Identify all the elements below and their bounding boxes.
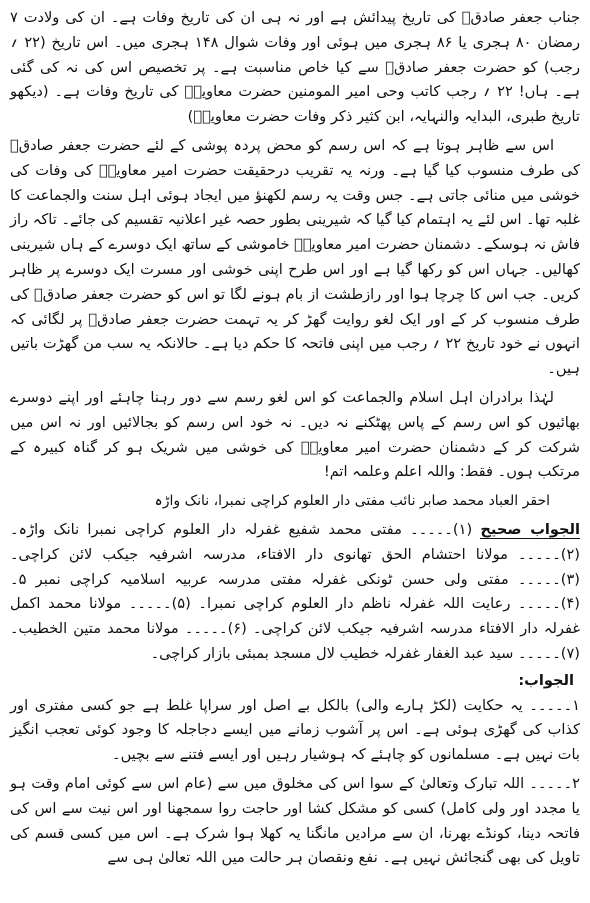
endorsements-list: (۱)۔۔۔۔۔ مفتی محمد شفیع غفرلہ دار العلوم کراچی نمبرا نانک واڑہ۔ (۲)۔۔۔۔۔ مولانا احتشام الحق تھانوی دار الافتاء، مدرسہ اشرفیہ جیکب لائن کراچی۔ (۳)۔۔۔۔۔ مفتی ولی حسن ٹونکی غفرلہ مفتی مدرسہ عربیہ اسلامیہ کراچی نمبر ۵۔ (۴)۔۔۔۔۔ رعایت اللہ غفرلہ ناظم دار العلوم کراچی نمبرا۔ (۵)۔۔۔۔۔ مولانا محمد اکمل غفرلہ دار الافتاء مدرسہ اشرفیہ جیکب لائن کراچی۔ (۶)۔۔۔۔۔ مولانا محمد متین الخطیب۔ (۷)۔۔۔۔۔ سید عبد الغفار غفرلہ خطیب لال مسجد بمبئی بازار کراچی۔ bbox=[10, 520, 580, 662]
endorsements-block bbox=[10, 518, 580, 667]
answer-1-text: یہ حکایت (لکڑ ہارے والی) بالکل بے اصل اور سراپا غلط ہے جو کسی مفتری اور کذاب کی گھڑی ہوئی ہے۔ اس پر آشوب زمانے میں ایسے دجاجلہ کا وجود کوئی تعجب انگیز بات نہیں ہے۔ مسلمانوں کو چاہئے کہ ہوشیار رہیں اور ایسے فتنے سے بچیں۔ bbox=[10, 696, 580, 764]
jawab-heading: الجواب: bbox=[518, 671, 574, 689]
answer-2 bbox=[10, 772, 580, 871]
document-page bbox=[10, 6, 580, 899]
answer-2-text: اللہ تبارک وتعالیٰ کے سوا اس کی مخلوق میں سے (عام اس سے کوئی امام وقت ہو یا مجدد اور ولی کامل) کسی کو مشکل کشا اور حاجت روا سمجھنا اور اس نیت سے اس کی فاتحہ دینا، کونڈے بھرنا، ان سے مرادیں مانگنا یہ کھلا ہوا شرک ہے۔ اس میں کسی قسم کی تاویل کی بھی گنجائش نہیں ہے۔ نفع ونقصان ہر حالت میں اللہ تعالیٰ ہی سے bbox=[10, 774, 580, 867]
answer-1 bbox=[10, 694, 580, 768]
jawab-sahih-title: الجواب صحیح bbox=[480, 520, 581, 538]
paragraph-origin-of-custom: اس سے ظاہر ہوتا ہے کہ اس رسم کو محض پردہ پوشی کے لئے حضرت جعفر صادقؒ کی طرف منسوب کیا گیا ہے۔ ورنہ یہ تقریب درحقیقت حضرت امیر معاویہؓ کی وفات کی خوشی میں منائی جاتی ہے۔ جس وقت یہ رسم لکھنؤ میں ایجاد ہوئی اہل سنت والجماعت کا غلبہ تھا۔ اس لئے یہ اہتمام کیا گیا کہ شیرینی بطور حصہ غیر اعلانیہ تقسیم کی جائے۔ تاکہ راز فاش نہ ہوسکے۔ دشمنان حضرت امیر معاویہؓ خاموشی کے ساتھ ایک دوسرے کے ہاں شیرینی کھالیں۔ جہاں اس کو رکھا گیا ہے اور اس طرح اپنی خوشی اور مسرت ایک دوسرے پر ظاہر کریں۔ جب اس کا چرچا ہوا اور رازطشت از بام ہونے لگا تو اس کو حضرت جعفر صادقؒ کی طرف منسوب کر کے اور ایک لغو روایت گھڑ کر یہ تہمت حضرت جعفر صادقؒ پر لگائی کہ انہوں نے خود تاریخ ۲۲ ؍ رجب میں اپنی فاتحہ کا حکم دیا ہے۔ حالانکہ یہ سب من گھڑت باتیں ہیں۔ bbox=[10, 136, 580, 378]
answer-1-number: ۱۔۔۔۔۔ bbox=[529, 696, 580, 714]
mufti-signature: احقر العباد محمد صابر نائب مفتی دار العلوم کراچی نمبرا، نانک واڑہ bbox=[154, 493, 550, 510]
answer-2-number: ۲۔۔۔۔۔ bbox=[529, 774, 581, 792]
paragraph-date-of-death: جناب جعفر صادقؒ کی تاریخ پیدائش ہے اور نہ ہی ان کی تاریخ وفات ہے۔ ان کی ولادت ۷ رمضان ۸۰ ہجری یا ۸۶ ہجری میں ہوئی اور وفات شوال ۱۴۸ ہجری میں۔ اس تاریخ (۲۲ ؍ رجب) کو حضرت جعفر صادقؒ سے کیا خاص مناسبت ہے۔ پر تخصیص اس کی نہ کی گئی ہے۔ ہاں! ۲۲ ؍ رجب کاتب وحی امیر المومنین حضرت معاویہؓ کی تاریخ وفات ہے۔ (دیکھو تاریخ طبری، البدایہ والنہایہ، ابن کثیر ذکر وفات حضرت معاویہؓ) bbox=[10, 9, 580, 126]
paragraph-advice: لہٰذا برادران اہل اسلام والجماعت کو اس لغو رسم سے دور رہنا چاہئے اور اپنے دوسرے بھائیوں کو اس رسم کے پاس پھٹکنے نہ دیں۔ نہ خود اس رسم کو بجالائیں اور نہ اس میں شرکت کر کے دشمنان حضرت امیر معاویہؓ کی خوشی میں شریک ہو کر گناہ کبیرہ کے مرتکب ہوں۔ فقط: واللہ اعلم وعلمہ اتم! bbox=[10, 388, 580, 481]
